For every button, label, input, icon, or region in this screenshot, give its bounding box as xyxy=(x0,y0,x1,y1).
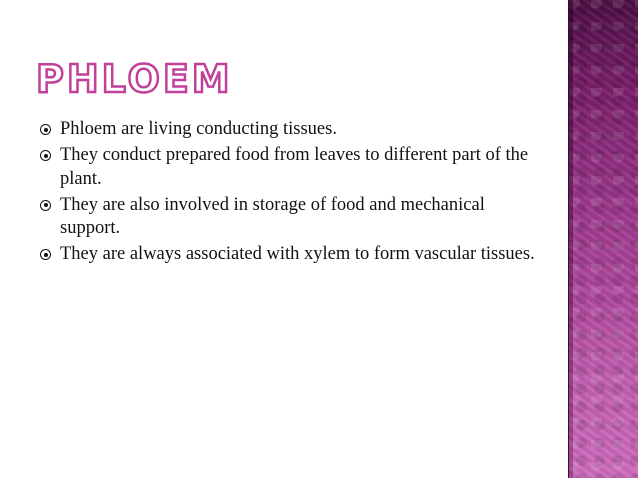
circled-dot-bullet-icon xyxy=(40,200,51,211)
circled-dot-bullet-icon xyxy=(40,124,51,135)
bullet-text: Phloem are living conducting tissues. xyxy=(60,119,337,139)
bullet-text: They conduct prepared food from leaves to different part of the plant. xyxy=(60,145,529,189)
decorative-side-panel xyxy=(568,0,638,478)
bullet-item xyxy=(40,194,540,241)
circled-dot-bullet-icon xyxy=(40,249,51,260)
bullet-item xyxy=(40,243,540,267)
circled-dot-bullet-icon xyxy=(40,150,51,161)
bullet-item xyxy=(40,118,540,142)
slide-title: PHLOEM xyxy=(36,57,233,101)
bullet-text: They are also involved in storage of food and mechanical support. xyxy=(60,194,485,238)
side-panel-edge xyxy=(569,0,573,478)
bullet-list xyxy=(40,118,540,269)
bullet-text: They are always associated with xylem to form vascular tissues. xyxy=(60,244,535,264)
bullet-item xyxy=(40,144,540,191)
